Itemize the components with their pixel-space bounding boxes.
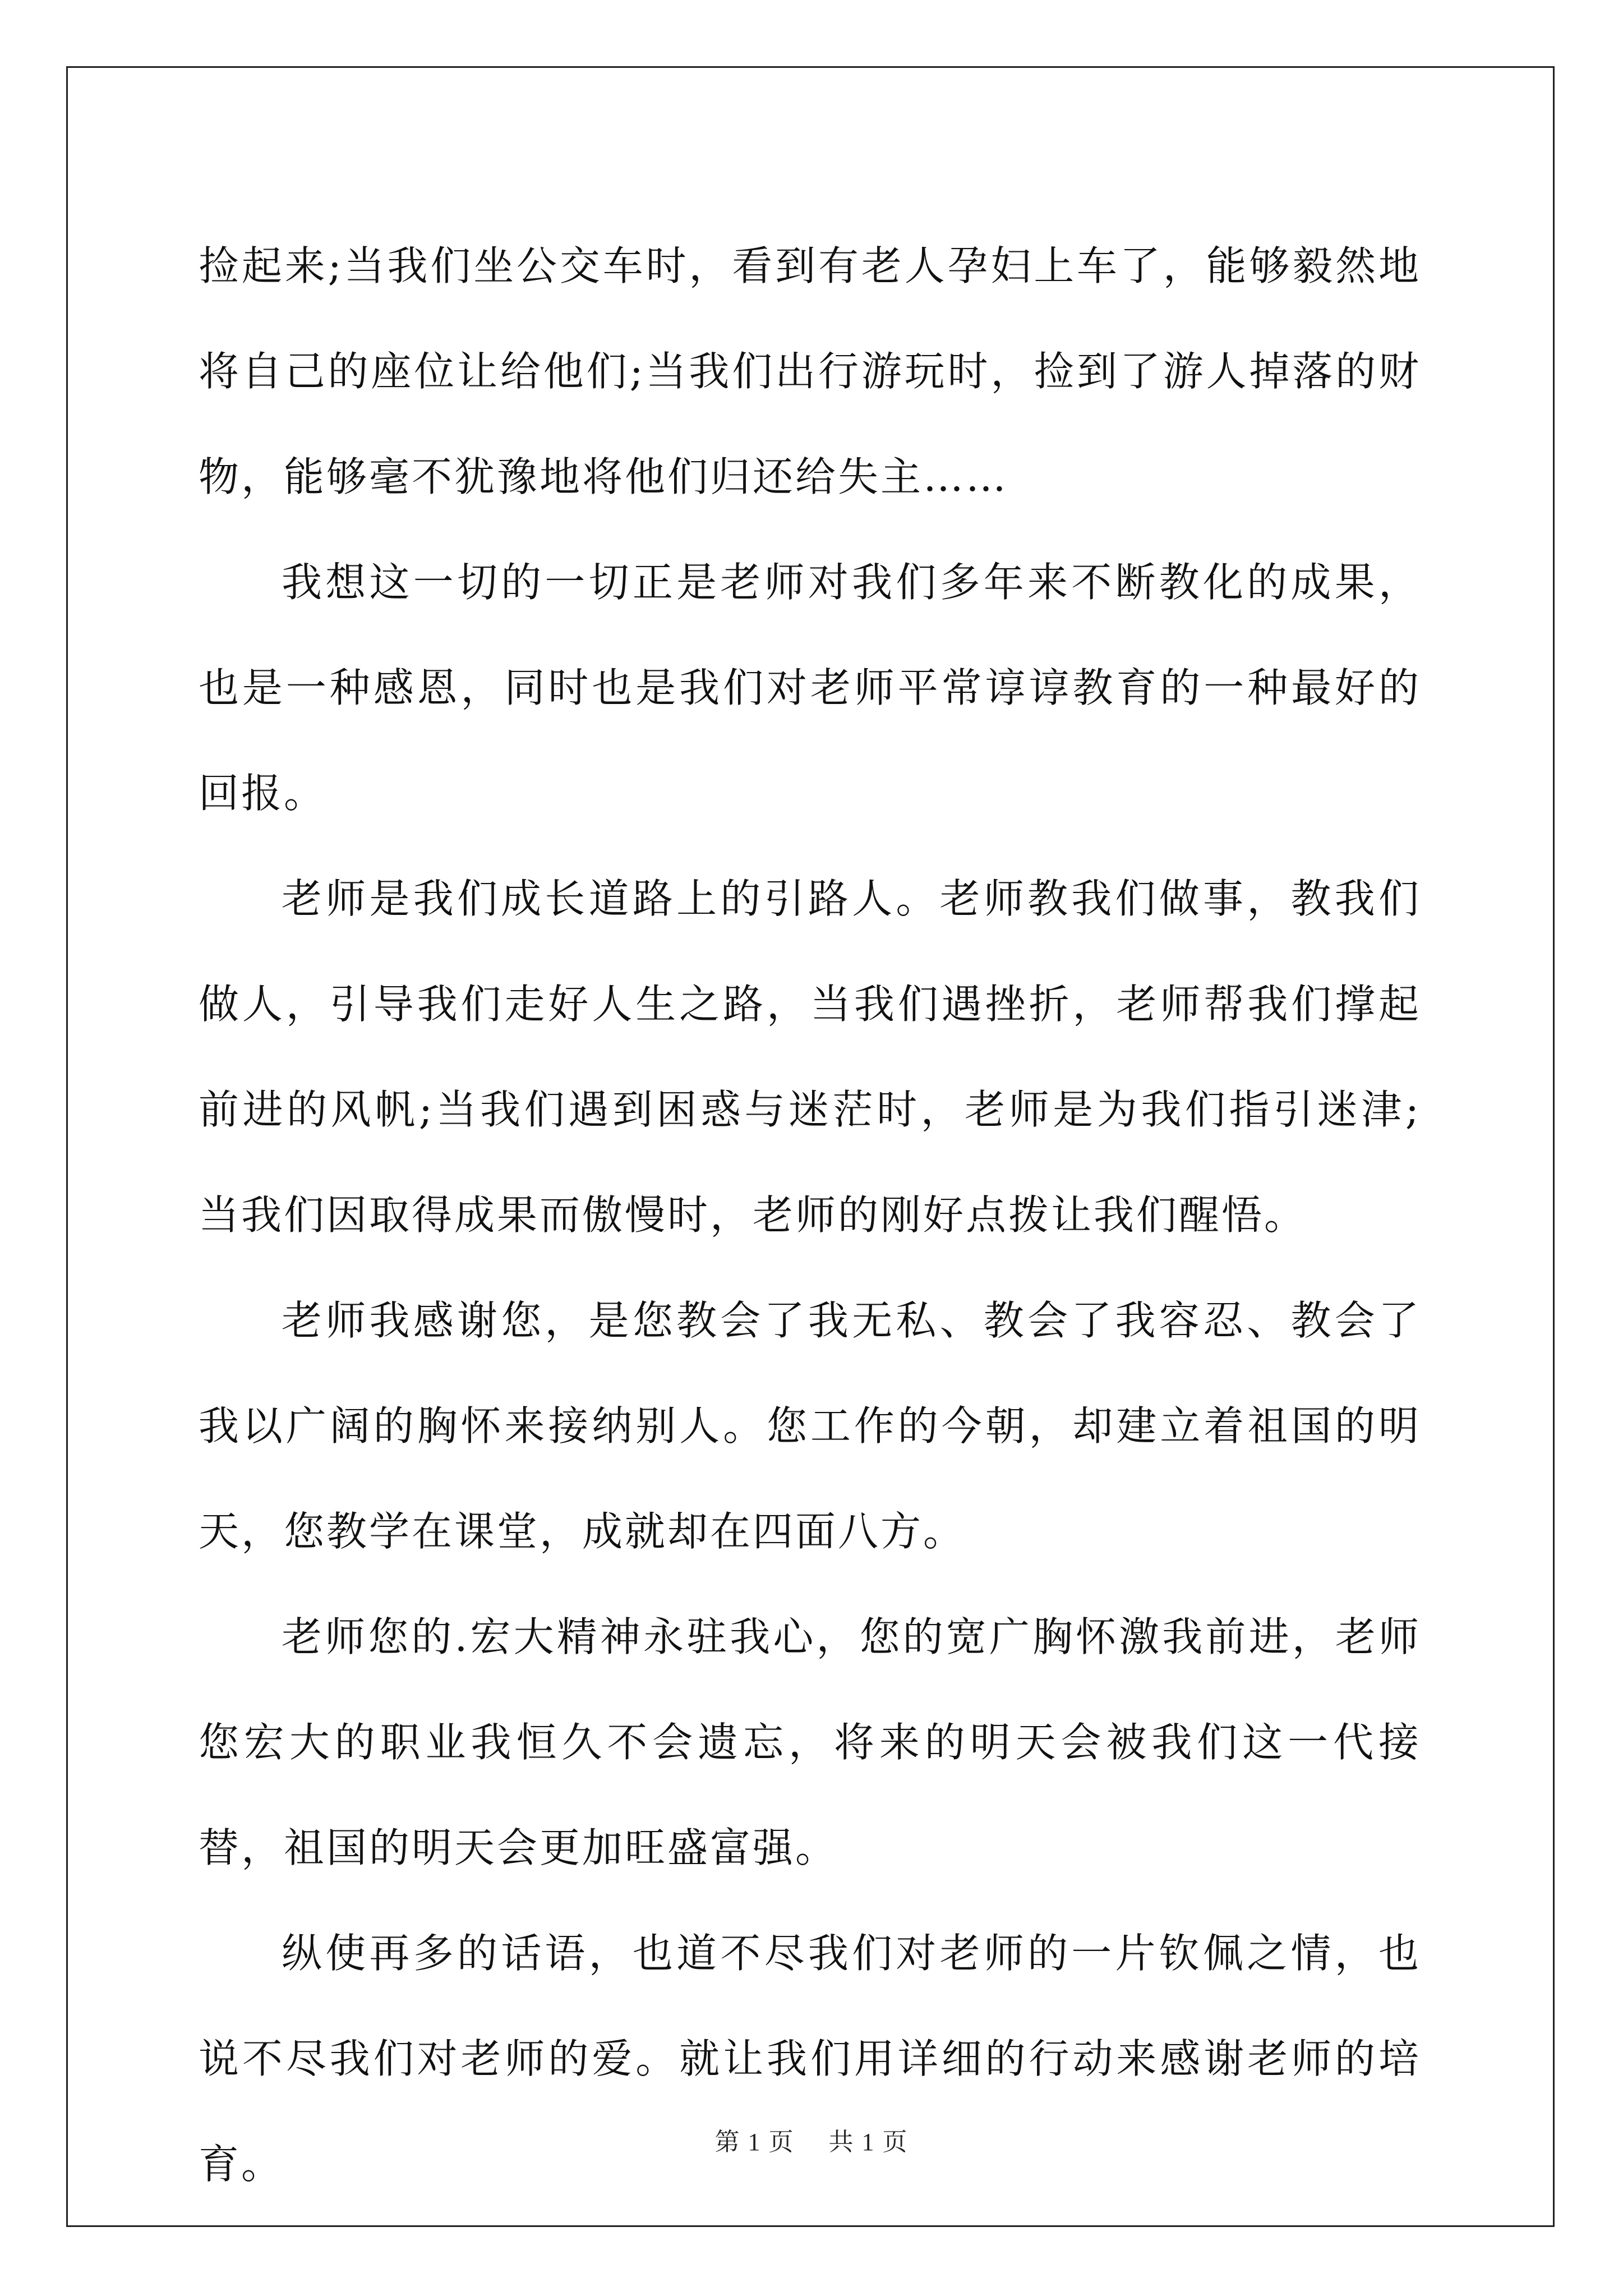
page-total: 共 1 页 (828, 2128, 909, 2156)
paragraph-5: 老师您的.宏大精神永驻我心，您的宽广胸怀激我前进，老师您宏大的职业我恒久不会遗忘，将来的明天会被我们这一代接替，祖国的明天会更加旺盛富强。 (199, 1613, 1421, 1871)
paragraph-4: 老师我感谢您，是您教会了我无私、教会了我容忍、教会了我以广阔的胸怀来接纳别人。您工作的今朝，却建立着祖国的明天，您教学在课堂，成就却在四面八方。 (199, 1297, 1421, 1555)
paragraph-3: 老师是我们成长道路上的引路人。老师教我们做事，教我们做人，引导我们走好人生之路，当我们遇挫折，老师帮我们撑起前进的风帆;当我们遇到困惑与迷茫时，老师是为我们指引迷津;当我们因取得成果而傲慢时，老师的刚好点拨让我们醒悟。 (199, 875, 1421, 1239)
page-number: 第 1 页 (714, 2128, 795, 2156)
paragraph-2: 我想这一切的一切正是老师对我们多年来不断教化的成果，也是一种感恩，同时也是我们对老师平常谆谆教育的一种最好的回报。 (199, 559, 1421, 817)
paragraph-1: 捡起来;当我们坐公交车时，看到有老人孕妇上车了，能够毅然地将自己的座位让给他们;当我们出行游玩时，捡到了游人掉落的财物，能够毫不犹豫地将他们归还给失主…… (199, 242, 1421, 500)
paragraph-6: 纵使再多的话语，也道不尽我们对老师的一片钦佩之情，也说不尽我们对老师的爱。就让我们用详细的行动来感谢老师的培育。 (199, 1930, 1421, 2188)
page-footer (0, 2122, 1623, 2157)
document-body (199, 213, 1421, 2217)
